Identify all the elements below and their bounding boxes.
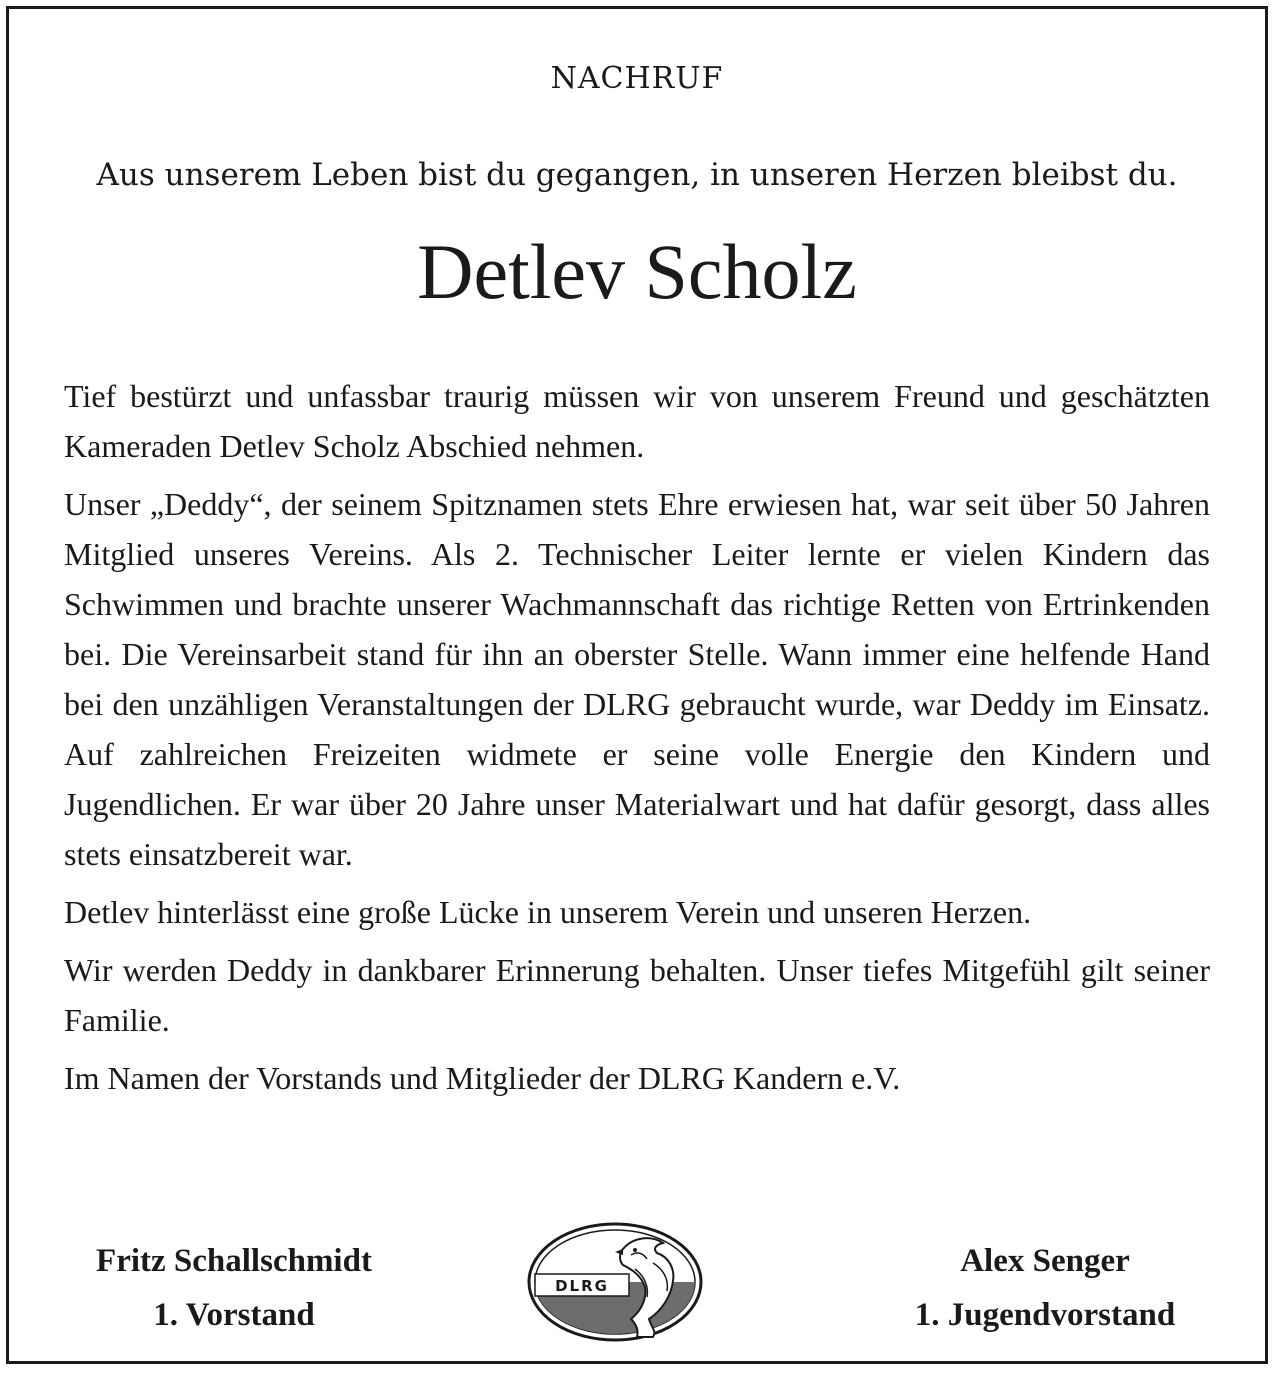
signatory-right bbox=[880, 1234, 1210, 1342]
obituary-frame bbox=[6, 6, 1268, 1364]
logo-text: DLRG bbox=[555, 1277, 609, 1295]
signatory-role: 1. Vorstand bbox=[153, 1297, 315, 1333]
paragraph: Wir werden Deddy in dankbarer Erinnerung behalten. Unser tiefes Mitgefühl gilt seiner Familie. bbox=[64, 952, 1210, 1038]
deceased-name: Detlev Scholz bbox=[417, 228, 857, 315]
paragraph: Tief bestürzt und unfassbar traurig müssen wir von unserem Freund und geschätzten Kameraden Detlev Scholz Abschied nehmen. bbox=[64, 378, 1210, 464]
motto: Aus unserem Leben bist du gegangen, in unseren Herzen bleibst du. bbox=[96, 157, 1178, 193]
signatory-left bbox=[64, 1234, 404, 1342]
signatory-name: Fritz Schallschmidt bbox=[96, 1243, 372, 1279]
signatory-role: 1. Jugendvorstand bbox=[914, 1297, 1176, 1333]
heading: NACHRUF bbox=[550, 61, 724, 96]
dlrg-logo-icon bbox=[523, 1219, 707, 1345]
paragraph: Unser „Deddy“, der seinem Spitznamen stets Ehre erwiesen hat, war seit über 50 Jahren Mitglied unseres Vereins. Als 2. Technischer Leiter lernte er vielen Kindern das Schwimmen und brachte unserer Wachmannschaft das richtige Retten von Ertrinkenden bei. Die Vereinsarbeit stand für ihn an oberster Stelle. Wann immer eine helfende Hand bei den unzähligen Veranstaltungen der DLRG gebraucht wurde, war Deddy im Einsatz. Auf zahlreichen Freizeiten widmete er seine volle Energie den Kindern und Jugendlichen. Er war über 20 Jahre unser Materialwart und hat dafür gesorgt, dass alles stets einsatzbereit war. bbox=[64, 486, 1210, 872]
signatory-name: Alex Senger bbox=[960, 1243, 1130, 1279]
paragraph: Im Namen der Vorstands und Mitglieder der DLRG Kandern e.V. bbox=[64, 1060, 901, 1096]
obituary-body bbox=[64, 371, 1210, 1111]
paragraph: Detlev hinterlässt eine große Lücke in unserem Verein und unseren Herzen. bbox=[64, 894, 1032, 930]
